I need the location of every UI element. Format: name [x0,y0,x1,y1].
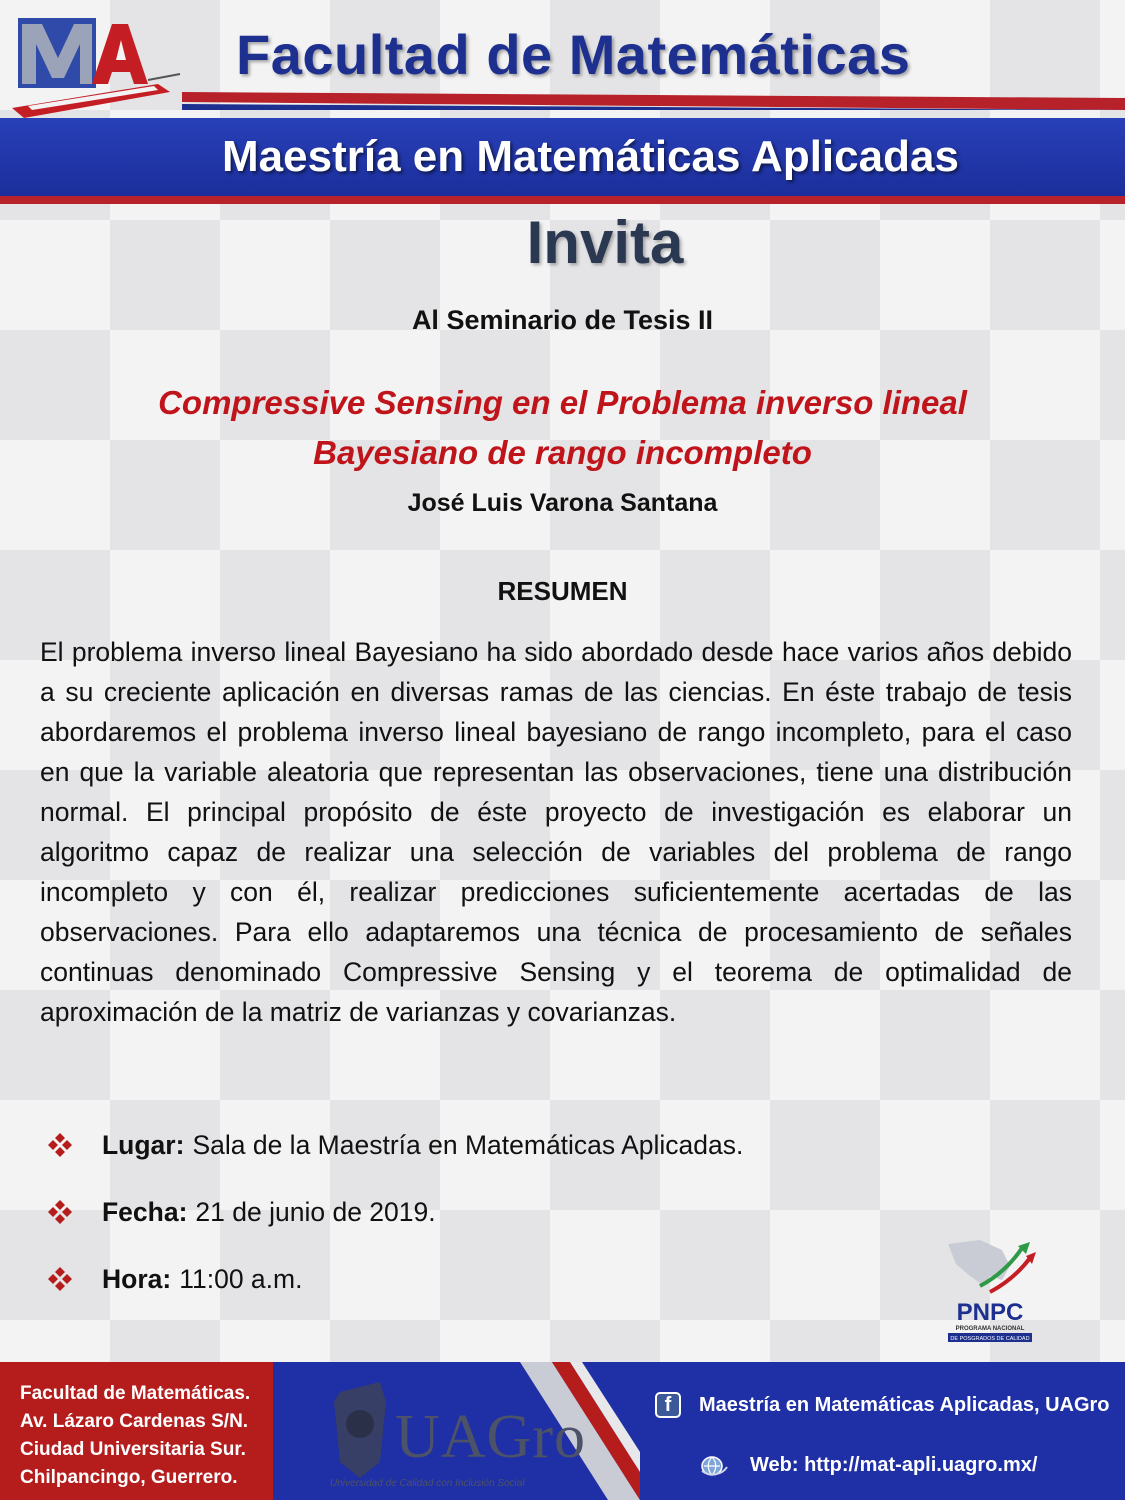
pnpc-logo [940,1236,1040,1344]
address-line: Av. Lázaro Cardenas S/N. [20,1411,249,1432]
website-link[interactable] [700,1454,1037,1477]
detail-date [48,1192,436,1232]
pnpc-subtitle-2: DE POSGRADOS DE CALIDAD [950,1336,1030,1342]
pnpc-subtitle-1: PROGRAMA NACIONAL [955,1326,1025,1332]
detail-label: Lugar: [102,1129,185,1160]
faculty-logo [8,10,183,120]
facebook-link[interactable] [655,1392,1110,1418]
facebook-icon: f [655,1392,681,1418]
facebook-text: Maestría en Matemáticas Aplicadas, UAGro [699,1393,1110,1416]
header-red-stripe [182,92,1125,110]
diamond-bullet-icon [48,1267,72,1291]
pnpc-name: PNPC [956,1299,1024,1326]
website-text: Web: http://mat-apli.uagro.mx/ [750,1454,1038,1476]
detail-label: Fecha: [102,1196,188,1227]
abstract-text: El problema inverso lineal Bayesiano ha sido abordado desde hace varios años debido a su creciente aplicación en diversas ramas de las ciencias. En éste trabajo de tesis abordaremos el problema inverso lineal bayesiano de rango incompleto, para el caso en que la variable aleatoria que representan las observaciones, tiene una distribución normal. El principal propósito de éste proyecto de investigación es elaborar un algoritmo capaz de realizar una selección de variables del problema de rango incompleto y con él, realizar predicciones suficientemente acertadas de las observaciones. Para ello adaptaremos una técnica de procesamiento de señales continuas denominado Compressive Sensing y el teorema de optimalidad de aproximación de la matriz de varianzas y covarianzas. [40,637,1072,1027]
faculty-logo-icon [8,10,183,120]
detail-value: Sala de la Maestría en Matemáticas Aplicadas. [192,1129,744,1160]
uagro-motto: Universidad de Calidad con Inclusión Social [330,1478,525,1489]
detail-value: 21 de junio de 2019. [195,1196,436,1227]
program-title: Maestría en Matemáticas Aplicadas [222,132,959,181]
seminar-label: Al Seminario de Tesis II [411,305,714,335]
detail-label: Hora: [102,1263,172,1294]
author-name: José Luis Varona Santana [407,489,718,517]
detail-time [48,1259,302,1299]
uagro-wordmark: UAGro [395,1403,586,1471]
web-globe-icon [700,1455,728,1477]
banner-bottom-stripe [0,196,1125,204]
talk-title [40,378,1085,478]
detail-value: 11:00 a.m. [179,1263,303,1294]
invita-heading: Invita [526,209,684,276]
talk-title-line-2: Bayesiano de rango incompleto [313,434,812,471]
abstract-heading: RESUMEN [497,576,628,606]
detail-place [48,1125,743,1165]
talk-title-line-1: Compressive Sensing en el Problema inverso lineal [158,384,967,421]
faculty-title: Facultad de Matemáticas [236,23,911,86]
uagro-logo [320,1362,640,1500]
address [20,1380,250,1492]
address-line: Facultad de Matemáticas. [20,1383,251,1404]
address-line: Chilpancingo, Guerrero. [20,1467,238,1488]
header [0,0,1125,205]
footer [0,1362,1125,1500]
footer-address-panel [0,1362,273,1500]
diamond-bullet-icon [48,1133,72,1157]
banner-corner-decoration [0,118,170,204]
diamond-bullet-icon [48,1200,72,1224]
address-line: Ciudad Universitaria Sur. [20,1439,246,1460]
